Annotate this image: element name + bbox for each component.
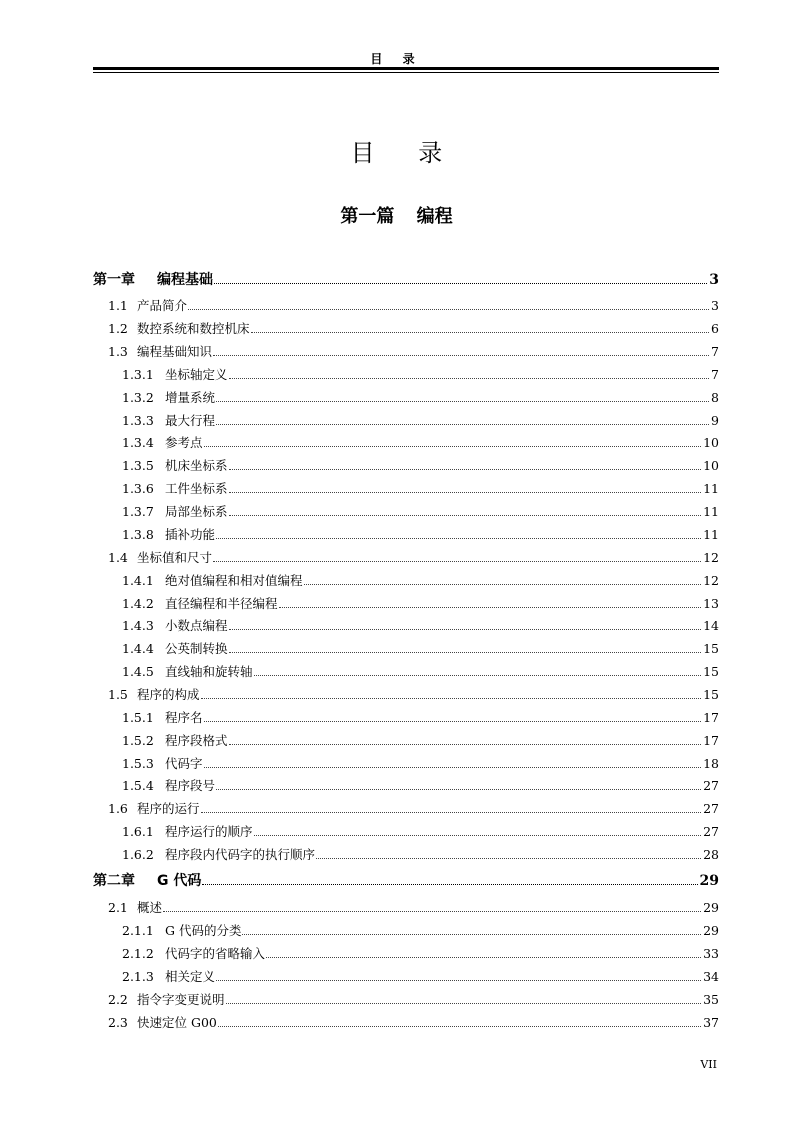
- toc-entry-number: 第二章: [93, 873, 135, 889]
- toc-entry-title: 增量系统: [165, 390, 216, 405]
- toc-entry-number: 1.5.3: [122, 756, 154, 771]
- toc-subsection-entry[interactable]: [93, 822, 719, 840]
- toc-section-entry[interactable]: [93, 990, 719, 1008]
- toc-entry-number: 2.1: [108, 900, 128, 915]
- toc-entry-title: 数控系统和数控机床: [137, 321, 250, 336]
- toc-entry-number: 1.3.7: [122, 504, 154, 519]
- toc-entry-page: 7: [711, 367, 719, 382]
- toc-dot-leader: [218, 1025, 701, 1027]
- toc-entry-page: 27: [703, 778, 719, 793]
- toc-entry-page: 28: [703, 847, 719, 862]
- toc-entry-title: 程序段号: [165, 778, 216, 793]
- toc-entry-number: 1.3.6: [122, 481, 154, 496]
- toc-entry-title: 程序段内代码字的执行顺序: [165, 847, 316, 862]
- toc-dot-leader: [216, 979, 701, 981]
- toc-dot-leader: [204, 445, 702, 447]
- toc-subsection-entry[interactable]: [93, 731, 719, 749]
- toc-entry-title: 最大行程: [165, 413, 216, 428]
- toc-entry-number: 1.3.1: [122, 367, 154, 382]
- toc-entry-title: G 代码的分类: [165, 923, 242, 938]
- toc-dot-leader: [229, 514, 702, 516]
- toc-entry-title: 概述: [137, 900, 163, 915]
- toc-subsection-entry[interactable]: [93, 708, 719, 726]
- toc-entry-number: 1.5.1: [122, 710, 154, 725]
- toc-chapter-entry[interactable]: [93, 871, 719, 889]
- toc-dot-leader: [254, 674, 702, 676]
- toc-entry-number: 1.4.1: [122, 573, 154, 588]
- toc-entry-number: 2.3: [108, 1015, 128, 1030]
- toc-dot-leader: [226, 1002, 702, 1004]
- toc-entry-number: 1.3.8: [122, 527, 154, 542]
- toc-entry-title: 直线轴和旋转轴: [165, 664, 253, 679]
- toc-entry-page: 10: [703, 458, 719, 473]
- toc-entry-number: 2.2: [108, 992, 128, 1007]
- toc-dot-leader: [229, 651, 702, 653]
- toc-section-entry[interactable]: [93, 319, 719, 337]
- toc-subsection-entry[interactable]: [93, 776, 719, 794]
- toc-entry-number: 1.5.2: [122, 733, 154, 748]
- toc-entry-number: 1.5.4: [122, 778, 154, 793]
- toc-entry-number: 1.6.2: [122, 847, 154, 862]
- toc-entry-title: 编程基础知识: [137, 344, 213, 359]
- toc-subsection-entry[interactable]: [93, 921, 719, 939]
- toc-entry-number: 第一章: [93, 272, 135, 288]
- toc-dot-leader: [229, 628, 702, 630]
- part-label: 第一篇: [340, 206, 395, 227]
- toc-entry-title: 公英制转换: [165, 641, 228, 656]
- toc-entry-title: 参考点: [165, 435, 203, 450]
- toc-entry-number: 1.1: [108, 298, 128, 313]
- toc-entry-title: 绝对值编程和相对值编程: [165, 573, 303, 588]
- toc-entry-number: 1.4.2: [122, 596, 154, 611]
- toc-subsection-entry[interactable]: [93, 571, 719, 589]
- toc-subsection-entry[interactable]: [93, 967, 719, 985]
- toc-dot-leader: [254, 834, 702, 836]
- toc-entry-number: 1.4.5: [122, 664, 154, 679]
- toc-dot-leader: [229, 491, 702, 493]
- toc-entry-number: 1.3.2: [122, 390, 154, 405]
- toc-dot-leader: [216, 537, 701, 539]
- toc-section-entry[interactable]: [93, 296, 719, 314]
- toc-entry-page: 10: [703, 435, 719, 450]
- toc-entry-page: 18: [703, 756, 719, 771]
- toc-entry-page: 34: [703, 969, 719, 984]
- toc-subsection-entry[interactable]: [93, 662, 719, 680]
- toc-entry-page: 33: [703, 946, 719, 961]
- toc-dot-leader: [201, 697, 702, 699]
- toc-dot-leader: [216, 423, 709, 425]
- toc-entry-page: 3: [709, 272, 719, 288]
- toc-entry-title: 程序名: [165, 710, 203, 725]
- toc-subsection-entry[interactable]: [93, 639, 719, 657]
- toc-entry-title: 指令字变更说明: [137, 992, 225, 1007]
- toc-entry-title: 代码字的省略输入: [165, 946, 266, 961]
- toc-dot-leader: [204, 720, 702, 722]
- toc-entry-title: 程序段格式: [165, 733, 228, 748]
- toc-subsection-entry[interactable]: [93, 845, 719, 863]
- toc-subsection-entry[interactable]: [93, 525, 719, 543]
- toc-chapter-entry[interactable]: [93, 270, 719, 288]
- toc-entry-page: 29: [703, 900, 719, 915]
- toc-dot-leader: [251, 331, 710, 333]
- toc-section-entry[interactable]: [93, 685, 719, 703]
- toc-dot-leader: [204, 766, 702, 768]
- toc-dot-leader: [229, 377, 710, 379]
- toc-dot-leader: [216, 400, 709, 402]
- toc-section-entry[interactable]: [93, 548, 719, 566]
- toc-dot-leader: [213, 354, 709, 356]
- toc-dot-leader: [214, 282, 707, 284]
- toc-subsection-entry[interactable]: [93, 456, 719, 474]
- toc-entry-title: 局部坐标系: [165, 504, 228, 519]
- toc-entry-page: 14: [703, 618, 719, 633]
- toc-entry-title: 相关定义: [165, 969, 216, 984]
- toc-section-entry[interactable]: [93, 342, 719, 360]
- toc-entry-number: 1.3.3: [122, 413, 154, 428]
- toc-entry-page: 7: [711, 344, 719, 359]
- toc-entry-title: 快速定位 G00: [137, 1015, 217, 1030]
- toc-entry-page: 12: [703, 550, 719, 565]
- toc-entry-page: 29: [703, 923, 719, 938]
- toc-entry-number: 1.3.5: [122, 458, 154, 473]
- toc-entry-page: 15: [703, 687, 719, 702]
- toc-entry-page: 27: [703, 824, 719, 839]
- toc-entry-title: 坐标轴定义: [165, 367, 228, 382]
- toc-entry-title: 直径编程和半径编程: [165, 596, 278, 611]
- toc-entry-number: 2.1.1: [122, 923, 154, 938]
- toc-entry-title: 机床坐标系: [165, 458, 228, 473]
- toc-subsection-entry[interactable]: [93, 479, 719, 497]
- toc-entry-title: 程序的构成: [137, 687, 200, 702]
- toc-entry-number: 2.1.3: [122, 969, 154, 984]
- toc-entry-title: 程序运行的顺序: [165, 824, 253, 839]
- footer-page-number: VII: [700, 1058, 717, 1071]
- toc-entry-page: 17: [703, 710, 719, 725]
- toc-entry-page: 15: [703, 641, 719, 656]
- toc-entry-title: 编程基础: [157, 272, 213, 288]
- toc-entry-page: 27: [703, 801, 719, 816]
- toc-dot-leader: [279, 606, 702, 608]
- toc-dot-leader: [163, 910, 701, 912]
- toc-dot-leader: [188, 308, 709, 310]
- toc-entry-title: 小数点编程: [165, 618, 228, 633]
- toc-dot-leader: [229, 468, 702, 470]
- toc-entry-number: 1.4: [108, 550, 128, 565]
- toc-entry-number: 1.3.4: [122, 435, 154, 450]
- toc-entry-page: 8: [711, 390, 719, 405]
- toc-section-entry[interactable]: [93, 898, 719, 916]
- toc-subsection-entry[interactable]: [93, 754, 719, 772]
- toc-entry-number: 1.3: [108, 344, 128, 359]
- toc-subsection-entry[interactable]: [93, 433, 719, 451]
- toc-entry-number: 1.5: [108, 687, 128, 702]
- toc-entry-title: 代码字: [165, 756, 203, 771]
- toc-dot-leader: [266, 956, 701, 958]
- toc-dot-leader: [304, 583, 702, 585]
- toc-entry-number: 1.2: [108, 321, 128, 336]
- toc-entry-number: 1.4.4: [122, 641, 154, 656]
- toc-entry-page: 11: [703, 481, 719, 496]
- toc-dot-leader: [229, 743, 702, 745]
- toc-subsection-entry[interactable]: [93, 388, 719, 406]
- toc-subsection-entry[interactable]: [93, 944, 719, 962]
- toc-dot-leader: [242, 933, 701, 935]
- toc-entry-title: 程序的运行: [137, 801, 200, 816]
- toc-entry-page: 9: [711, 413, 719, 428]
- toc-subsection-entry[interactable]: [93, 365, 719, 383]
- toc-entry-number: 1.6.1: [122, 824, 154, 839]
- table-of-contents: [93, 0, 719, 1122]
- toc-dot-leader: [202, 883, 697, 885]
- toc-dot-leader: [201, 811, 702, 813]
- toc-entry-number: 1.6: [108, 801, 128, 816]
- toc-entry-title: 工件坐标系: [165, 481, 228, 496]
- toc-entry-page: 29: [699, 873, 719, 889]
- toc-subsection-entry[interactable]: [93, 502, 719, 520]
- toc-dot-leader: [316, 857, 701, 859]
- page-title: 目 录: [350, 139, 461, 167]
- toc-entry-title: 产品简介: [137, 298, 188, 313]
- part-name: 编程: [416, 206, 453, 227]
- toc-entry-page: 6: [711, 321, 719, 336]
- toc-entry-number: 2.1.2: [122, 946, 154, 961]
- toc-entry-page: 37: [703, 1015, 719, 1030]
- running-header: 目 录: [370, 52, 423, 66]
- toc-entry-page: 3: [711, 298, 719, 313]
- toc-entry-number: 1.4.3: [122, 618, 154, 633]
- toc-subsection-entry[interactable]: [93, 594, 719, 612]
- toc-entry-title: G 代码: [157, 873, 202, 889]
- toc-entry-page: 15: [703, 664, 719, 679]
- toc-entry-page: 35: [703, 992, 719, 1007]
- toc-dot-leader: [216, 788, 701, 790]
- toc-entry-page: 17: [703, 733, 719, 748]
- toc-section-entry[interactable]: [93, 799, 719, 817]
- toc-entry-page: 11: [703, 504, 719, 519]
- toc-entry-title: 插补功能: [165, 527, 216, 542]
- toc-entry-title: 坐标值和尺寸: [137, 550, 213, 565]
- toc-dot-leader: [213, 560, 701, 562]
- toc-entry-page: 12: [703, 573, 719, 588]
- toc-subsection-entry[interactable]: [93, 411, 719, 429]
- toc-section-entry[interactable]: [93, 1013, 719, 1031]
- toc-entry-page: 13: [703, 596, 719, 611]
- toc-entry-page: 11: [703, 527, 719, 542]
- toc-subsection-entry[interactable]: [93, 616, 719, 634]
